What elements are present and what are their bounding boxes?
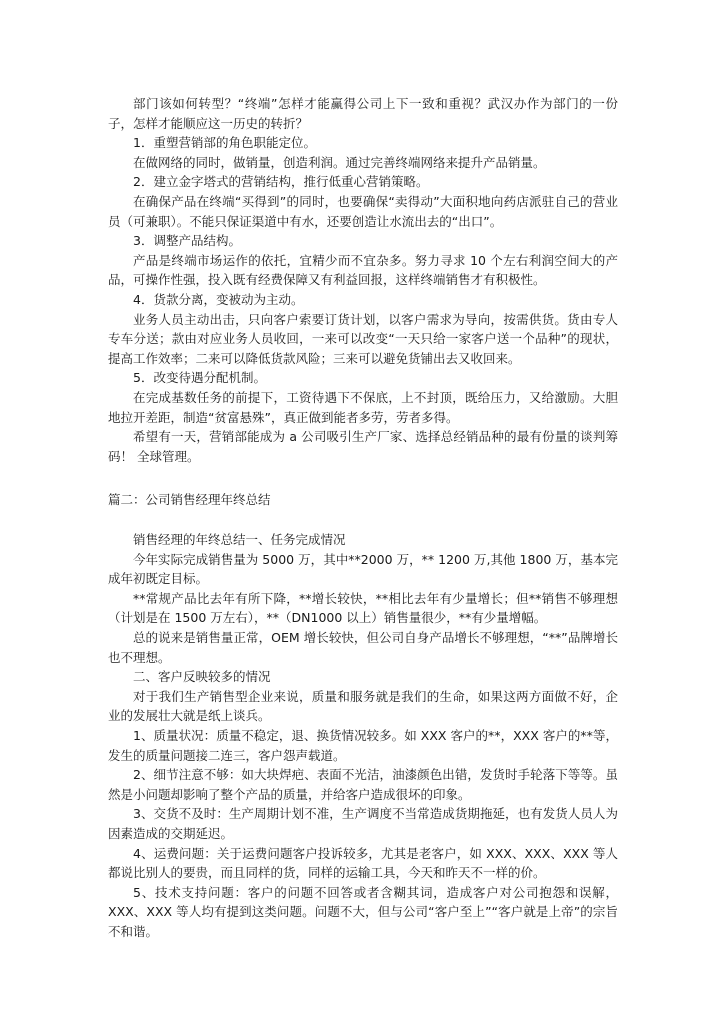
subheading: 销售经理的年终总结一、任务完成情况 bbox=[133, 532, 346, 547]
paragraph: 4、运费问题：关于运费问题客户投诉较多，尤其是老客户，如 XXX、XXX、XXX 等人都说比别人的要贵，而且同样的货，同样的运输工具，今天和昨天不一样的价。 bbox=[108, 845, 618, 881]
paragraph: 在做网络的同时，做销量，创造利润。通过完善终端网络来提升产品销量。 bbox=[133, 154, 546, 170]
paragraph: 2、细节注意不够：如大块焊疤、表面不光洁，油漆颜色出错，发货时手轮落下等等。虽然是小问题却影响了整个产品的质量，并给客户造成很坏的印象。 bbox=[108, 767, 618, 802]
paragraph: 在完成基数任务的前提下，工资待遇下不保底，上不封顶，既给压力，又给激励。大胆地拉开差距，制造“贫富悬殊”，真正做到能者多劳，劳者多得。 bbox=[108, 389, 618, 425]
numbered-heading: 3．调整产品结构。 bbox=[133, 233, 241, 249]
paragraph: 5、技术支持问题：客户的问题不回答或者含糊其词，造成客户对公司抱怨和误解，XXX、XXX 等人均有提到这类问题。问题不大，但与公司“客户至上”“客户就是上帝”的宗旨不和谐。 bbox=[108, 884, 618, 939]
paragraph: 3、交货不及时：生产周期计划不准，生产调度不当常造成货期拖延，也有发货人员人为因素造成的交期延迟。 bbox=[108, 806, 618, 841]
numbered-heading: 4．货款分离，变被动为主动。 bbox=[133, 291, 304, 307]
paragraph: 产品是终端市场运作的依托，宜精少而不宜杂多。努力寻求 10 个左右利润空间大的产品，可操作性强，投入既有经费保障又有利益回报，这样终端销售才有积极性。 bbox=[108, 252, 618, 288]
numbered-heading: 1．重塑营销部的角色职能定位。 bbox=[133, 135, 316, 151]
paragraph: 在确保产品在终端“买得到”的同时，也要确保“卖得动”大面积地向药店派驻自己的营业员（可兼职）。不能只保证渠道中有水，还要创造让水流出去的“出口”。 bbox=[108, 193, 618, 229]
paragraph: 希望有一天，营销部能成为 a 公司吸引生产厂家、选择总经销品种的最有份量的谈判筹码！ 全球管理。 bbox=[108, 429, 618, 464]
paragraph: 部门该如何转型？“终端”怎样才能赢得公司上下一致和重视？武汉办作为部门的一份子，怎样才能顺应这一历史的转折？ bbox=[108, 96, 618, 131]
numbered-heading: 2．建立金字塔式的营销结构，推行低重心营销策略。 bbox=[133, 174, 429, 190]
paragraph: 对于我们生产销售型企业来说，质量和服务就是我们的生命，如果这两方面做不好，企业的发展壮大就是纸上谈兵。 bbox=[108, 688, 618, 724]
section-title: 篇二：公司销售经理年终总结 bbox=[108, 492, 271, 507]
part2-body bbox=[108, 530, 618, 941]
paragraph: 今年实际完成销售量为 5000 万，其中**2000 万，** 1200 万,其他 1800 万，基本完成年初既定目标。 bbox=[108, 551, 618, 587]
paragraph: 总的说来是销售量正常，OEM 增长较快，但公司自身产品增长不够理想，“**”品牌增长也不理想。 bbox=[108, 629, 618, 665]
numbered-heading: 5．改变待遇分配机制。 bbox=[133, 370, 266, 386]
paragraph: **常规产品比去年有所下降，**增长较快，**相比去年有少量增长；但**销售不够理想（计划是在 1500 万左右），**（DN1000 以上）销售量很少，**有少量增幅。 bbox=[108, 590, 618, 626]
part1-body bbox=[108, 94, 618, 466]
paragraph: 业务人员主动出击，只向客户索要订货计划，以客户需求为导向，按需供货。货由专人专车分送；款由对应业务人员收回，一来可以改变“一天只给一家客户送一个品种”的现状，提高工作效率；二来可以降低货款风险；三来可以避免货铺出去又收回来。 bbox=[108, 311, 618, 366]
subheading: 二、客户反映较多的情况 bbox=[133, 669, 271, 685]
paragraph: 1、质量状况：质量不稳定，退、换货情况较多。如 XXX 客户的**，XXX 客户的**等，发生的质量问题接二连三，客户怨声载道。 bbox=[108, 727, 618, 763]
